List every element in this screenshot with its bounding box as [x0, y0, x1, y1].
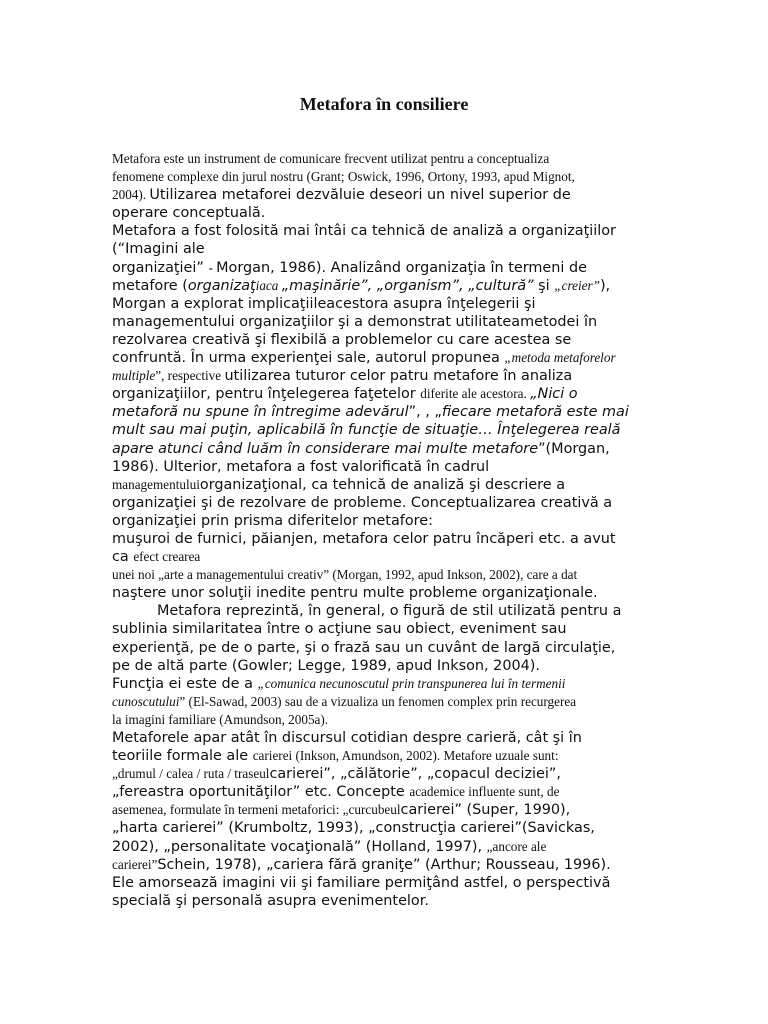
text-run: „harta carierei” (Krumboltz, 1993), „construcţia carierei”(Savickas, — [112, 820, 595, 837]
text-line — [112, 729, 652, 747]
text-run: Ele amorsează imagini vii şi familiare permiţând astfel, o perspectivă — [112, 874, 611, 891]
text-run: ”(Morgan, — [538, 440, 610, 457]
text-run: „Nici o — [530, 386, 578, 403]
text-run: specială şi personală asupra evenimentelor. — [112, 892, 429, 909]
text-line — [112, 367, 652, 385]
text-line — [112, 349, 652, 367]
text-line — [112, 639, 652, 657]
text-run: ca — [112, 549, 134, 566]
text-run: unei noi „arte a managementului creativ” (Morgan, 1992, apud Inkson, 2002), care a dat — [112, 567, 578, 583]
text-line — [112, 494, 652, 512]
text-run: organizaţ — [187, 277, 256, 294]
text-run: „drumul / calea / ruta / traseul — [112, 766, 270, 782]
text-line — [112, 530, 652, 548]
text-line — [112, 259, 652, 277]
text-run: Metafora a fost folosită mai întâi ca tehnică de analiză a organizaţiilor — [112, 223, 616, 240]
text-run: ”, , „ — [408, 404, 442, 421]
text-run: 2004). — [112, 187, 150, 203]
text-run: organizaţiei” — [112, 259, 209, 276]
text-run: „creier” — [554, 277, 600, 293]
text-run: organizaţiei şi de rezolvare de probleme. Conceptualizarea creativă a — [112, 494, 613, 511]
text-run: managementului organizaţiilor şi a demonstrat utilitateametodei în — [112, 313, 598, 330]
text-run: confruntă. În urma experienţei sale, autorul propunea — [112, 350, 505, 367]
text-line — [112, 620, 652, 638]
text-line — [112, 440, 652, 458]
text-line — [112, 602, 652, 620]
text-run: carierei”, „călătorie”, „copacul deciziei”, — [269, 766, 561, 783]
text-run: şi — [533, 277, 555, 294]
text-run: „metoda metaforelor — [504, 350, 616, 366]
text-run: carierei” (Super, 1990), — [400, 802, 571, 819]
text-line — [112, 566, 652, 584]
text-run: Morgan, 1986). Analizând organizaţia în termeni de — [216, 259, 587, 276]
text-line — [112, 512, 652, 530]
text-line — [112, 584, 652, 602]
text-run: muşuroi de furnici, păianjen, metafora celor patru încăperi etc. a avut — [112, 530, 616, 547]
text-run: multiple — [112, 368, 156, 384]
text-run: Utilizarea metaforei dezvăluie deseori un nivel superior de — [149, 187, 571, 204]
text-run: efect crearea — [133, 549, 201, 565]
text-run: operare conceptuală. — [112, 205, 266, 222]
text-run: ”, respective — [155, 368, 225, 384]
text-line — [112, 476, 652, 494]
text-run: „maşinărie”, „organism”, „cultură” — [281, 277, 534, 294]
text-run: carierei (Inkson, Amundson, 2002). Metafore uzuale sunt: — [252, 748, 559, 764]
text-run: pe de altă parte (Gowler; Legge, 1989, apud Inkson, 2004). — [112, 657, 540, 674]
text-run: Metaforele apar atât în discursul cotidian despre carieră, cât şi în — [112, 730, 582, 746]
text-run: iaca — [255, 277, 282, 293]
text-line — [112, 458, 652, 476]
text-run: carierei” — [112, 856, 158, 872]
text-line — [112, 331, 652, 349]
text-line — [112, 675, 652, 693]
text-run: managementului — [112, 476, 200, 492]
text-run: naştere unor soluţii inedite pentru multe probleme organizaţionale. — [112, 585, 598, 602]
text-line — [112, 240, 652, 258]
text-line — [112, 801, 652, 819]
document-body — [112, 150, 652, 910]
text-line — [112, 150, 652, 168]
text-line — [112, 204, 652, 222]
text-run: cunoscutului — [112, 693, 180, 709]
text-line — [112, 874, 652, 892]
text-line — [112, 222, 652, 240]
text-run: mult sau mai puţin, aplicabilă în funcţie de situaţie… Înţelegerea reală — [112, 422, 621, 439]
text-run: Schein, 1978), „cariera fără graniţe” (Arthur; Rousseau, 1996). — [157, 856, 611, 873]
text-line — [112, 856, 652, 874]
text-line — [112, 277, 652, 295]
text-run: „comunica necunoscutul prin transpunerea lui în termenii — [257, 675, 566, 691]
document-title: Metafora în consiliere — [299, 94, 469, 114]
text-line — [112, 313, 652, 331]
text-run: metafore ( — [112, 277, 188, 294]
text-run: 1986). Ulterior, metafora a fost valorificată în cadrul — [112, 458, 490, 475]
text-line — [112, 186, 652, 204]
text-run: Funcţia ei este de a — [112, 675, 258, 692]
text-run: teoriile formale ale — [112, 748, 253, 765]
text-run: fenomene complexe din jurul nostru (Grant; Oswick, 1996, Ortony, 1993, apud Mignot, — [112, 169, 575, 185]
text-line — [112, 711, 652, 729]
text-run: diferite ale acestora. — [420, 386, 531, 402]
text-run: la imagini familiare (Amundson, 2005a). — [112, 711, 329, 727]
text-run: experienţă, pe de o parte, şi o frază sau un cuvânt de largă circulaţie, — [112, 639, 616, 656]
text-line — [112, 783, 652, 801]
text-run: asemenea, formulate în termeni metaforici: „curcubeul — [112, 802, 401, 818]
text-line — [112, 892, 652, 910]
text-run: utilizarea tuturor celor patru metafore în analiza — [224, 368, 573, 385]
text-run: Morgan a explorat implicaţiileacestora asupra înţelegerii şi — [112, 295, 536, 312]
text-line — [112, 657, 652, 675]
text-line — [112, 548, 652, 566]
text-line — [112, 168, 652, 186]
text-line — [112, 765, 652, 783]
text-run: „ancore ale — [486, 838, 547, 854]
text-line — [112, 421, 652, 439]
text-run: sublinia similaritatea între o acţiune sau obiect, eveniment sau — [112, 621, 567, 638]
text-run: metaforă nu spune în întregime adevărul — [112, 404, 409, 421]
text-line — [112, 385, 652, 403]
text-run: fiecare metaforă este mai — [441, 404, 629, 421]
text-line — [112, 693, 652, 711]
text-line — [112, 295, 652, 313]
text-run: Metafora este un instrument de comunicare frecvent utilizat pentru a conceptualiza — [112, 151, 550, 166]
text-run: organizaţional, ca tehnică de analiză şi descriere a — [199, 476, 566, 493]
text-line — [112, 838, 652, 856]
text-run: Metafora reprezintă, în general, o figură de stil utilizată pentru a — [157, 603, 622, 620]
text-run: ), — [599, 277, 611, 294]
text-line — [112, 747, 652, 765]
text-line — [112, 403, 652, 421]
text-line — [112, 819, 652, 837]
text-run: organizaţiei prin prisma diferitelor metafore: — [112, 512, 433, 529]
text-run: rezolvarea creativă şi flexibilă a problemelor cu care acestea se — [112, 331, 572, 348]
text-run: organizaţiilor, pentru înţelegerea faţetelor — [112, 386, 421, 403]
text-run: academice influente sunt, de — [409, 784, 560, 800]
text-run: apare atunci când luăm în considerare mai multe metafore — [112, 440, 539, 457]
text-run: 2002), „personalitate vocaţională” (Holland, 1997), — [112, 838, 487, 855]
text-run: ” (El-Sawad, 2003) sau de a vizualiza un fenomen complex prin recurgerea — [179, 693, 577, 709]
text-run: „fereastra oportunităţilor” etc. Concepte — [112, 784, 410, 801]
text-run: - — [208, 259, 217, 275]
text-run: (“Imagini ale — [112, 241, 205, 258]
